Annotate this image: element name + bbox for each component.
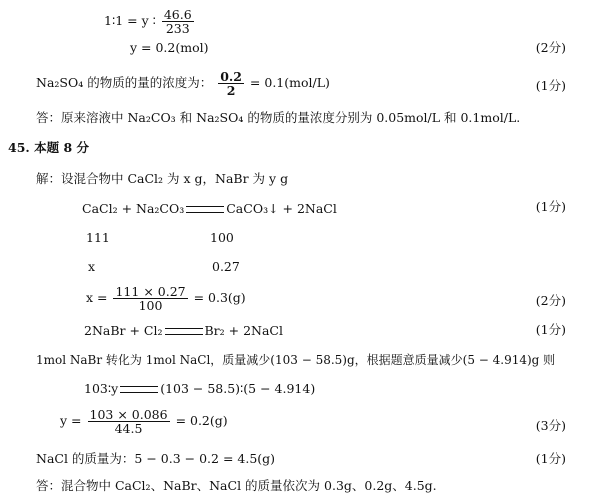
answer-44: 答：原来溶液中 Na₂CO₃ 和 Na₂SO₄ 的物质的量浓度分别为 0.05mol/L 和 0.1mol/L.	[36, 110, 521, 125]
y2-denominator: 44.5	[114, 421, 143, 436]
score-label: (2分)	[535, 293, 566, 308]
y2-fraction	[88, 408, 170, 435]
y2-prefix: y =	[60, 413, 82, 428]
question-45-title: 45. 本题 8 分	[8, 140, 89, 155]
score-label: (1分)	[535, 78, 566, 93]
equals-arrow	[186, 206, 224, 213]
score-label: (3分)	[535, 418, 566, 433]
molar-mass-caco3: 100	[210, 230, 234, 245]
y-calculation	[60, 408, 228, 435]
nacl-mass: NaCl 的质量为：5 − 0.3 − 0.2 = 4.5(g)	[36, 451, 276, 466]
score-label: (1分)	[535, 451, 566, 466]
variable-x: x	[88, 259, 96, 274]
x-suffix: = 0.3(g)	[193, 290, 246, 305]
equals-arrow	[120, 386, 158, 393]
x-fraction	[113, 285, 187, 312]
na2so4-numerator: 0.2	[220, 69, 242, 84]
equals-arrow	[165, 328, 203, 335]
y-result: y = 0.2(mol)	[130, 40, 209, 55]
x-denominator: 100	[138, 298, 163, 313]
ratio-denominator: 233	[165, 21, 190, 36]
na2so4-prefix: Na₂SO₄ 的物质的量的浓度为：	[36, 75, 213, 90]
x-calculation	[86, 285, 246, 312]
na2so4-fraction	[218, 70, 244, 97]
na2so4-concentration	[36, 70, 330, 97]
precipitate-mass: 0.27	[212, 259, 240, 274]
ratio-equation	[104, 8, 196, 35]
x-prefix: x =	[86, 290, 108, 305]
ratio-equation-2	[84, 381, 315, 397]
reaction-equation-2	[84, 323, 283, 339]
reaction-equation-1	[82, 201, 337, 217]
eq2-products: Br₂ + 2NaCl	[204, 323, 283, 338]
eq1-reactants: CaCl₂ + Na₂CO₃	[82, 201, 185, 216]
score-label: (1分)	[535, 322, 566, 337]
eq1-products: CaCO₃↓ + 2NaCl	[226, 201, 337, 216]
ratio2-right: (103 − 58.5)∶(5 − 4.914)	[160, 381, 316, 396]
molar-mass-cacl2: 111	[86, 230, 110, 245]
ratio-fraction	[162, 8, 194, 35]
score-label: (1分)	[535, 199, 566, 214]
eq2-reactants: 2NaBr + Cl₂	[84, 323, 163, 338]
ratio-prefix: 1∶1 = y ∶	[104, 13, 156, 28]
ratio-numerator: 46.6	[163, 7, 192, 22]
ratio2-left: 103∶y	[84, 381, 119, 396]
answer-45: 答：混合物中 CaCl₂、NaBr、NaCl 的质量依次为 0.3g、0.2g、4.5g.	[36, 478, 437, 493]
na2so4-suffix: = 0.1(mol/L)	[249, 75, 330, 90]
x-numerator: 111 × 0.27	[115, 284, 186, 299]
solution-intro: 解：设混合物中 CaCl₂ 为 x g，NaBr 为 y g	[36, 171, 289, 186]
score-label: (2分)	[535, 40, 566, 55]
na2so4-denominator: 2	[226, 83, 236, 98]
y2-numerator: 103 × 0.086	[89, 407, 168, 422]
mass-decrease-statement: 1mol NaBr 转化为 1mol NaCl，质量减少(103 − 58.5)g，根据题意质量减少(5 − 4.914)g 则	[36, 353, 556, 367]
y2-suffix: = 0.2(g)	[175, 413, 228, 428]
